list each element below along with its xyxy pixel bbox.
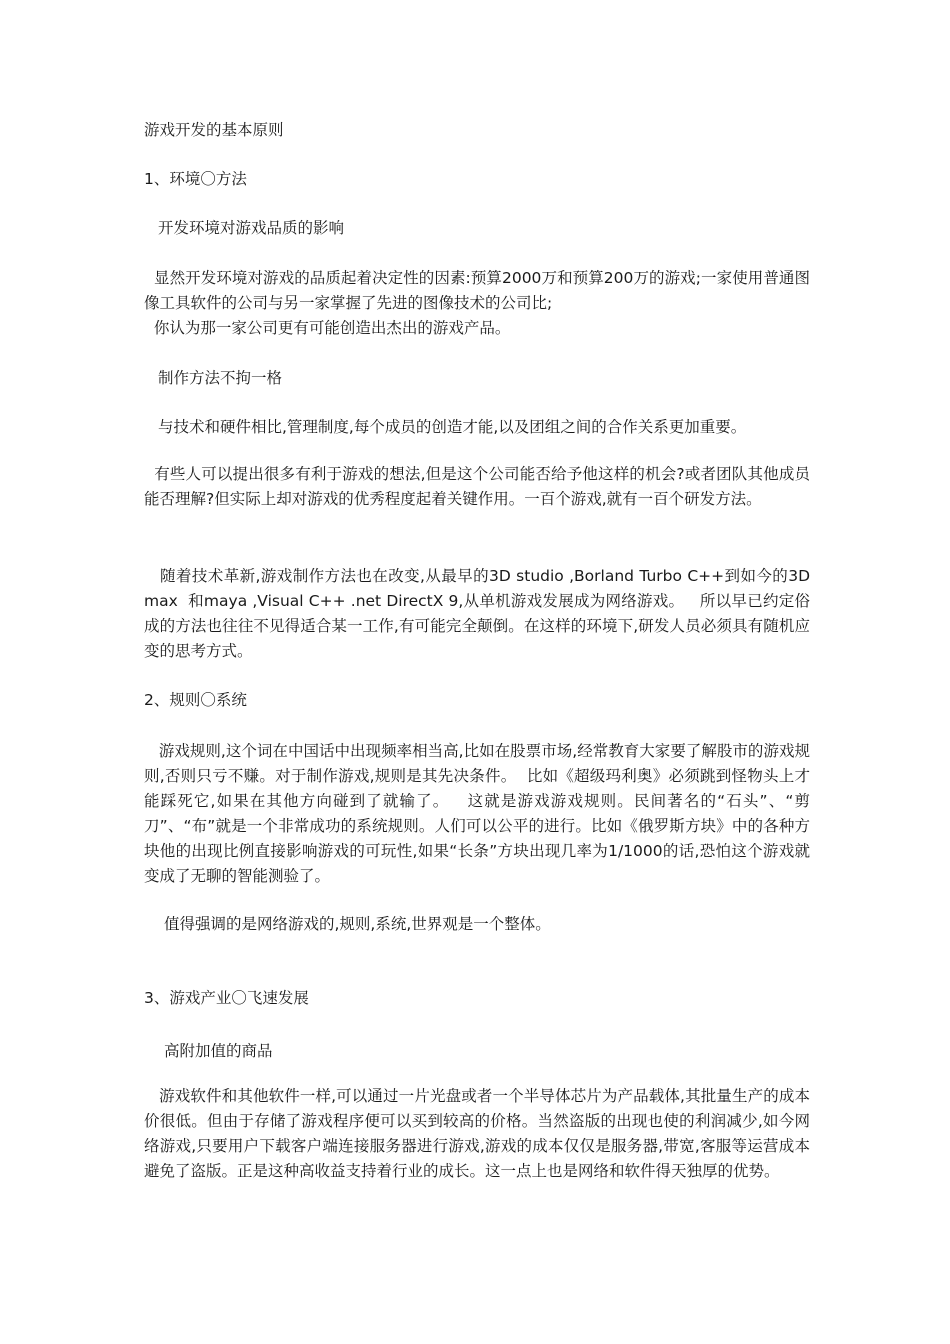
section-1-paragraph-budget: 显然开发环境对游戏的品质起着决定性的因素:预算2000万和预算200万的游戏;一家使用普通图像工具软件的公司与另一家掌握了先进的图像技术的公司比; 你认为那一家公司更有可能创造出杰出的游戏产品。 (144, 269, 810, 337)
section-1-paragraph-management: 与技术和硬件相比,管理制度,每个成员的创造才能,以及团组之间的合作关系更加重要。 (158, 418, 747, 436)
section-2-heading: 2、规则〇系统 (144, 691, 247, 709)
section-3-paragraph-industry: 游戏软件和其他软件一样,可以通过一片光盘或者一个半导体芯片为产品载体,其批量生产的成本价很低。但由于存储了游戏程序便可以买到较高的价格。当然盗版的出现也使的利润减少,如今网络游戏,只要用户下载客户端连接服务器进行游戏,游戏的成本仅仅是服务器,带宽,客服等运营成本避免了盗版。正是这种高收益支持着行业的成长。这一点上也是网络和软件得天独厚的优势。 (144, 1087, 810, 1180)
section-1-subheading-methods: 制作方法不拘一格 (158, 369, 283, 387)
document-title: 游戏开发的基本原则 (144, 121, 284, 139)
section-3-heading: 3、游戏产业〇飞速发展 (144, 989, 309, 1007)
section-1-paragraph-ideas: 有些人可以提出很多有利于游戏的想法,但是这个公司能否给予他这样的机会?或者团队其他成员能否理解?但实际上却对游戏的优秀程度起着关键作用。一百个游戏,就有一百个研发方法。 (144, 465, 810, 508)
section-2-paragraph-network: 值得强调的是网络游戏的,规则,系统,世界观是一个整体。 (164, 915, 551, 933)
section-1-subheading-environment: 开发环境对游戏品质的影响 (158, 219, 345, 237)
section-1-paragraph-technology: 随着技术革新,游戏制作方法也在改变,从最早的3D studio ,Borland Turbo C++到如今的3D max 和maya ,Visual C++ .net DirectX 9,从单机游戏发展成为网络游戏。 所以早已约定俗成的方法也往往不见得适合某一工作,有可能完全颠倒。在这样的环境下,研发人员必须具有随机应变的思考方式。 (144, 567, 815, 660)
section-1-heading: 1、环境〇方法 (144, 170, 247, 188)
section-3-subheading-value: 高附加值的商品 (164, 1042, 273, 1060)
section-2-paragraph-rules: 游戏规则,这个词在中国话中出现频率相当高,比如在股票市场,经常教育大家要了解股市的游戏规则,否则只亏不赚。对于制作游戏,规则是其先决条件。 比如《超级玛利奥》必须跳到怪物头上才能踩死它,如果在其他方向碰到了就输了。 这就是游戏游戏规则。民间著名的“石头”、“剪刀”、“布”就是一个非常成功的系统规则。人们可以公平的进行。比如《俄罗斯方块》中的各种方块他的出现比例直接影响游戏的可玩性,如果“长条”方块出现几率为1/1000的话,恐怕这个游戏就变成了无聊的智能测验了。 (144, 742, 810, 885)
